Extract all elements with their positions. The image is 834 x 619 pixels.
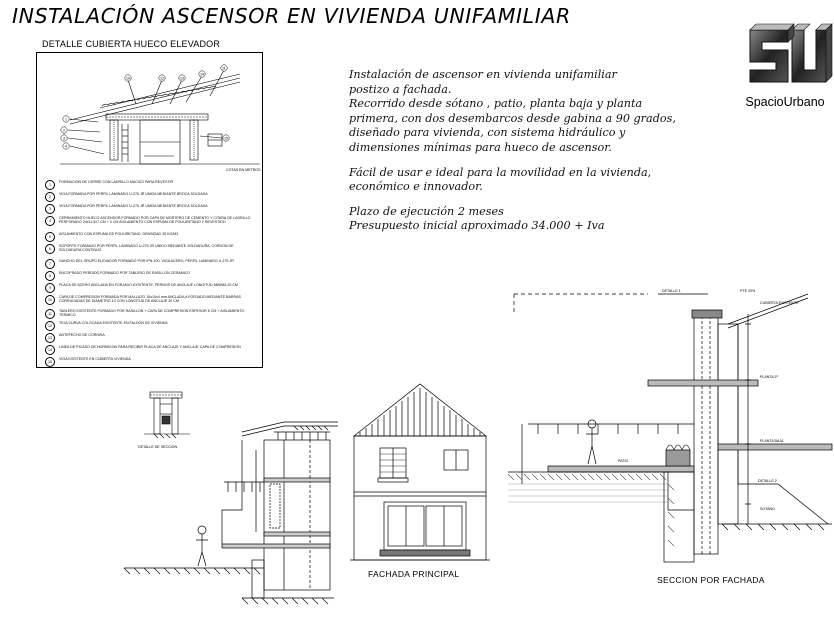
desc-line: Presupuesto inicial aproximado 34.000 + Iva bbox=[349, 219, 605, 233]
desc-line: Recorrido desde sótano , patio, planta baja y planta bbox=[349, 97, 643, 111]
section-label: PATIO bbox=[618, 459, 629, 463]
legend-item: 4 CERRAMIENTO HUECO ASCENSOR FORMADO POR CAPA DE MORTERO DE CEMENTO Y CITARA DE LADRILLO PERFORADO 24x11.5x7 CM + 3 CM AISLAMIENTO CON ESPUMA DE POLIURETANO Y REVESTIDO bbox=[45, 216, 255, 226]
callout-15: 15 bbox=[224, 136, 228, 141]
legend-item: 9 PLACA DE ACERO ANCLADA EN FORJADO EXISTENTE, PERNOS DE ANCLAJE LONGITUD MINIMA 20 CM bbox=[45, 283, 255, 293]
desc-line: económico e innovador. bbox=[349, 180, 483, 194]
roof-detail-drawing bbox=[40, 56, 262, 174]
desc-line: dimensiones mínimas para hueco de ascensor. bbox=[349, 140, 612, 154]
callout-10: 10 bbox=[126, 76, 130, 81]
project-description bbox=[349, 68, 676, 234]
callout-2: 2 bbox=[63, 128, 65, 133]
section-label: PTE 20% bbox=[740, 289, 756, 293]
legend-item: 3 VIGA FORMADA POR PERFIL LAMINADO U-275 JR UNIDA MEDIANTE BROCA SOLDADA bbox=[45, 204, 255, 214]
facade-section-drawing bbox=[508, 284, 832, 574]
legend-item: 14 LINEA DE PICADO DE HORMIGON PARA RECIBIR PLACA DE ANCLAJE Y ANCLAJE CAPA DE COMPRESION bbox=[45, 345, 255, 355]
desc-line: Instalación de ascensor en vivienda unifamiliar bbox=[349, 68, 617, 81]
legend-item: 6 SOPORTE FORMADO POR PERFIL LAMINADO U-275 JR UNIDO MEDIANTE SOLDADURA, CORDON DE SOLDADURA CONTINUO bbox=[45, 244, 255, 254]
detail-title: DETALLE CUBIERTA HUECO ELEVADOR bbox=[42, 39, 221, 49]
callout-13: 13 bbox=[180, 76, 184, 81]
legend-item: 15 VIGA EXISTENTE EN CUBIERTA VIVIENDA bbox=[45, 357, 255, 367]
section-label: DETALLE 2 bbox=[758, 479, 777, 483]
callout-4: 4 bbox=[65, 144, 67, 149]
legend-item: 12 TEJA CURVA COLOCADA EXISTENTE EN FALDON DE VIVIENDA bbox=[45, 321, 255, 331]
desc-line: diseñado para vivienda, con sistema hidráulico y bbox=[349, 126, 626, 140]
section-label: DETALLE 1 bbox=[662, 289, 681, 293]
callout-12: 12 bbox=[160, 76, 164, 81]
callout-11: 11 bbox=[222, 66, 226, 71]
small-detail-label: DETALLE DE SECCION bbox=[138, 445, 178, 449]
legend-item: 8 ENCOFRADO PERDIDO FORMADO POR TABLERO DE RASILLON CERAMICO bbox=[45, 271, 255, 281]
section-label: PLANTA 1ª bbox=[760, 375, 778, 379]
page-title: INSTALACIÓN ASCENSOR EN VIVIENDA UNIFAMILIAR bbox=[12, 4, 571, 28]
callout-14: 14 bbox=[200, 72, 204, 77]
desc-line: Plazo de ejecución 2 meses bbox=[349, 204, 504, 218]
seccion-caption: SECCION POR FACHADA bbox=[657, 575, 765, 585]
section-label: CUBIERTA EXISTENTE bbox=[760, 301, 799, 305]
legend-item: 13 ANTEPECHO DE CORNISA bbox=[45, 333, 255, 343]
legend-item: 11 TABLERO EXISTENTE FORMADO POR RASILLON + CAPA DE COMPRESION ESPESOR 5 CM + AISLAMIENTO TERMICO bbox=[45, 309, 255, 319]
legend-item: 1 FORMACION DE CIERRE CON LADRILLO MACIZO PARA REVESTIR bbox=[45, 180, 255, 190]
section-label: PLANTA BAJA bbox=[760, 439, 784, 443]
front-facade-drawing bbox=[350, 384, 490, 564]
section-label: SOTANO bbox=[760, 507, 775, 511]
callout-1: 1 bbox=[65, 117, 67, 122]
callout-3: 3 bbox=[63, 136, 65, 141]
lateral-section-drawing bbox=[124, 420, 344, 616]
legend-item: 5 AISLAMIENTO CON ESPUMA DE POLIURETANO, DENSIDAD 35 KG/M3 bbox=[45, 232, 255, 242]
legend-item: 7 GANCHO DEL GRUPO ELEVADOR FORMADO POR IPN-100, VIGA ACERO, PERFIL LAMINADO U-275 JR bbox=[45, 259, 255, 269]
fachada-caption: FACHADA PRINCIPAL bbox=[368, 569, 460, 579]
desc-line: primera, con dos desembarcos desde gabina a 90 grados, bbox=[349, 111, 676, 125]
desc-line: Fácil de usar e ideal para la movilidad en la vivienda, bbox=[349, 165, 652, 179]
logo-text: SpacioUrbano bbox=[745, 95, 825, 109]
desc-line: postizo a fachada. bbox=[349, 82, 452, 96]
legend-item: 10 CAPA DE COMPRESION FORMADA POR MALLAZO 15x15x4 mm ANCLADA A FORJADO MEDIANTE BARRAS CORRUGADAS DE DIAMETRO 10 CON LONGITUD DE ANCLAJE 30 CM bbox=[45, 295, 255, 305]
legend-item: 2 VIGA FORMADA POR PERFIL LAMINADO U-275 JR UNIDA MEDIANTE BROCA SOLDADA bbox=[45, 192, 255, 202]
cotas-label: COTAS EN METROS bbox=[226, 168, 261, 172]
